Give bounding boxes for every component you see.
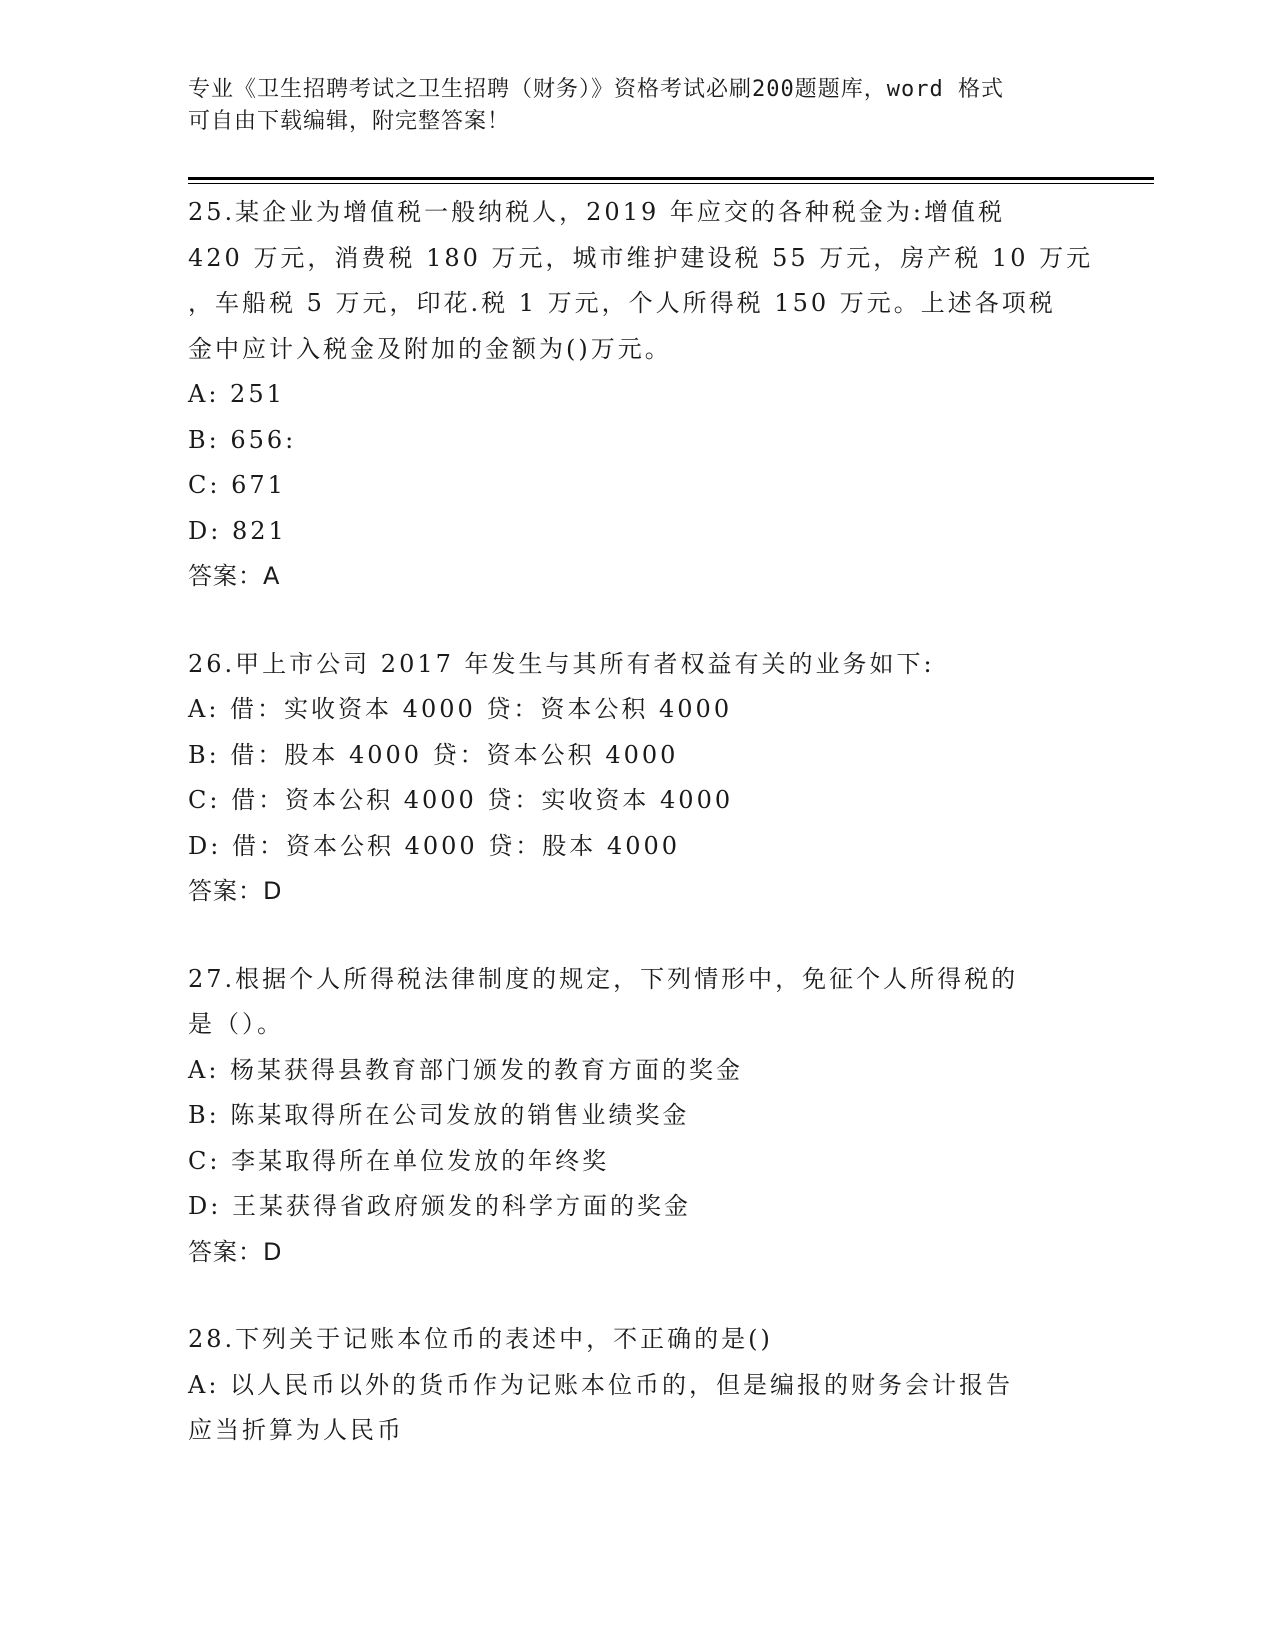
option-c: C: 李某取得所在单位发放的年终奖 <box>188 1146 610 1175</box>
option-a-continued: 应当折算为人民币 <box>188 1416 404 1444</box>
option-b: B: 656: <box>188 425 297 454</box>
document-header <box>188 74 1088 138</box>
answer: 答案：A <box>188 562 281 590</box>
question-stem-line: 金中应计入税金及附加的金额为()万元。 <box>188 334 672 363</box>
question-stem-line: 28.下列关于记账本位币的表述中，不正确的是() <box>188 1325 773 1353</box>
option-c: C: 借：资本公积 4000 贷：实收资本 4000 <box>188 786 734 814</box>
option-b: B: 借：股本 4000 贷：资本公积 4000 <box>188 740 679 769</box>
option-a: A: 借：实收资本 4000 贷：资本公积 4000 <box>188 695 733 723</box>
question-28 <box>188 1317 1088 1454</box>
option-d: D: 821 <box>188 516 287 545</box>
header-divider-thin <box>188 183 1154 184</box>
answer: 答案：D <box>188 1237 283 1266</box>
option-a: A: 杨某获得县教育部门颁发的教育方面的奖金 <box>188 1055 744 1084</box>
option-a: A: 251 <box>188 380 285 408</box>
header-divider-thick <box>188 177 1154 180</box>
option-a: A: 以人民币以外的货币作为记账本位币的，但是编报的财务会计报告 <box>188 1370 1014 1399</box>
header-line-1: 专业《卫生招聘考试之卫生招聘（财务）》资格考试必刷200题题库，word 格式 <box>188 77 1004 102</box>
question-stem-line: 27.根据个人所得税法律制度的规定，下列情形中，免征个人所得税的 <box>188 964 1019 993</box>
question-25 <box>188 190 1094 600</box>
option-d: D: 借：资本公积 4000 贷：股本 4000 <box>188 831 680 860</box>
answer: 答案：D <box>188 877 283 905</box>
header-line-2: 可自由下载编辑，附完整答案！ <box>188 109 511 134</box>
question-27 <box>188 957 1088 1276</box>
question-stem-line: ，车船税 5 万元，印花.税 1 万元，个人所得税 150 万元。上述各项税 <box>188 289 1056 317</box>
option-c: C: 671 <box>188 471 286 499</box>
question-stem-line: 420 万元，消费税 180 万元，城市维护建设税 55 万元，房产税 10 万元 <box>188 243 1094 272</box>
question-list <box>188 190 1094 1496</box>
option-d: D: 王某获得省政府颁发的科学方面的奖金 <box>188 1192 691 1220</box>
question-26 <box>188 642 1088 915</box>
question-stem-line: 是（）。 <box>188 1010 284 1038</box>
question-stem-line: 26.甲上市公司 2017 年发生与其所有者权益有关的业务如下: <box>188 649 935 678</box>
option-b: B: 陈某取得所在公司发放的销售业绩奖金 <box>188 1101 690 1129</box>
question-stem-line: 25.某企业为增值税一般纳税人，2019 年应交的各种税金为:增值税 <box>188 198 1005 226</box>
